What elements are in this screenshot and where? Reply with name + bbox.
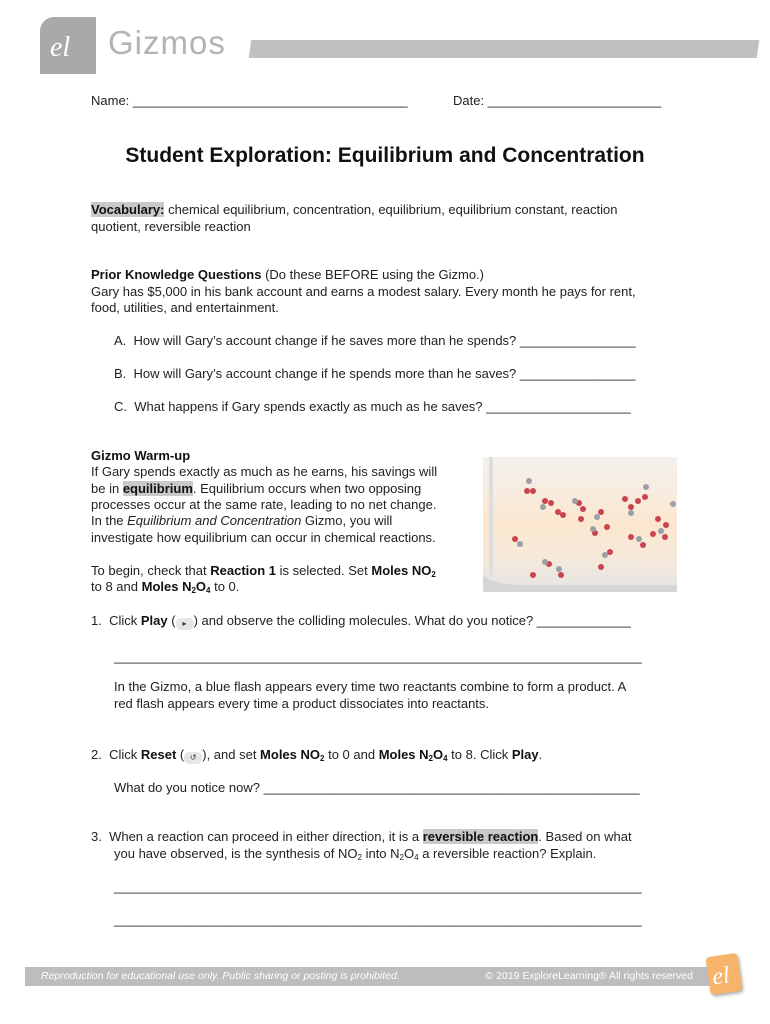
t: When a reaction can proceed in either direction, it is a	[109, 829, 423, 844]
q-text: What happens if Gary spends exactly as much as he saves? ____________________	[134, 399, 631, 414]
t: to 8 and	[91, 579, 142, 594]
t: 2	[399, 853, 404, 862]
t: Reaction 1	[210, 563, 276, 578]
svg-text:el: el	[710, 962, 732, 991]
t: Gizmo, you will	[301, 513, 393, 528]
vocab-text-2: quotient, reversible reaction	[91, 219, 251, 234]
date-field[interactable]	[453, 93, 661, 109]
question-a[interactable]	[114, 333, 636, 349]
t: 2	[428, 754, 433, 763]
warmup-text	[91, 481, 421, 497]
t: Play	[140, 613, 168, 628]
svg-text:el: el	[50, 32, 71, 63]
warmup-text	[91, 513, 392, 529]
t: In the	[91, 513, 128, 528]
explorelearning-logo	[40, 17, 96, 74]
footer-bar	[25, 967, 715, 986]
question-b[interactable]	[114, 366, 636, 382]
brand-name: Gizmos	[108, 24, 226, 61]
page-title: Student Exploration: Equilibrium and Concentration	[125, 144, 645, 167]
t: Moles NO	[371, 563, 432, 578]
t: 4	[443, 754, 448, 763]
vocab-label: Vocabulary:	[91, 202, 165, 217]
t: (	[176, 747, 185, 762]
t: Moles N	[141, 579, 192, 594]
t: Click	[109, 747, 141, 762]
t: . Equilibrium occurs when two opposing	[192, 481, 422, 496]
question-3	[91, 829, 632, 845]
t: Reset	[140, 747, 177, 762]
reversible-reaction-term: reversible reaction	[422, 829, 539, 844]
date-label: Date:	[453, 93, 485, 108]
header-bar	[249, 40, 760, 58]
warmup-text: processes occur at the same rate, leading to no net change.	[91, 497, 437, 512]
warmup-text: investigate how equilibrium can occur in chemical reactions.	[91, 530, 436, 545]
t: Moles NO	[260, 747, 321, 762]
q-letter: B.	[114, 366, 127, 381]
answer-blank[interactable]: _________________________________________________________________________	[114, 649, 642, 664]
footer-copyright: © 2019 ExploreLearning® All rights reserved	[485, 970, 693, 982]
warmup-heading	[91, 448, 190, 464]
t: to 8. Click	[447, 747, 512, 762]
t: O	[432, 747, 444, 762]
info-text-2: red flash appears every time a product dissociates into reactants.	[114, 696, 490, 711]
t: 2	[431, 570, 436, 579]
name-label: Name:	[91, 93, 130, 108]
prior-title: Prior Knowledge Questions	[91, 267, 262, 282]
q-num: 1.	[91, 613, 102, 628]
footer-notice: Reproduction for educational use only. Public sharing or posting is prohibited.	[41, 970, 400, 982]
q-num: 2.	[91, 747, 102, 762]
warmup-text: If Gary spends exactly as much as he earns, his savings will	[91, 464, 438, 479]
t: be in	[91, 481, 123, 496]
question-c[interactable]	[114, 399, 631, 415]
question-2	[91, 747, 542, 767]
footer-logo	[706, 953, 743, 995]
t: ), and set	[202, 747, 261, 762]
t: into N	[361, 846, 400, 861]
t: to 0 and	[324, 747, 379, 762]
q-text: How will Gary’s account change if he spends more than he saves? ________________	[133, 366, 636, 381]
t: 2	[357, 853, 362, 862]
q-text: How will Gary’s account change if he saves more than he spends? ________________	[133, 333, 636, 348]
question-1	[91, 613, 631, 630]
answer-blank[interactable]: _________________________________________________________________________	[114, 879, 642, 894]
prior-text-2: food, utilities, and entertainment.	[91, 300, 279, 315]
molecules-image	[483, 457, 677, 592]
q-num: 3.	[91, 829, 102, 844]
t: .	[538, 747, 543, 762]
q-letter: A.	[114, 333, 127, 348]
prior-heading	[91, 267, 484, 283]
t: is selected. Set	[276, 563, 372, 578]
prior-text: Gary has $5,000 in his bank account and earns a modest salary. Every month he pays for rent,	[91, 284, 636, 299]
t: Moles N	[378, 747, 429, 762]
t: a reversible reaction? Explain.	[418, 846, 597, 861]
t: 2	[191, 586, 196, 595]
info-text: In the Gizmo, a blue flash appears every time two reactants combine to form a product. A	[114, 679, 627, 694]
reset-icon: ↺	[184, 752, 202, 764]
question-3-line-2	[114, 846, 596, 866]
answer-blank[interactable]: What do you notice now? ____________________________________________________	[114, 780, 640, 795]
q-letter: C.	[114, 399, 127, 414]
date-blank[interactable]: ________________________	[487, 93, 662, 108]
t: to 0.	[210, 579, 240, 594]
play-icon: ▸	[176, 618, 194, 630]
t: O	[195, 579, 207, 594]
vocabulary	[91, 202, 618, 218]
beaker-illustration	[483, 457, 677, 592]
t: Play	[511, 747, 539, 762]
t: 2	[320, 754, 325, 763]
prior-note: (Do these BEFORE using the Gizmo.)	[261, 267, 484, 282]
t: 4	[206, 586, 211, 595]
t: . Based on what	[538, 829, 632, 844]
t[interactable]: ) and observe the colliding molecules. What do you notice? _____________	[193, 613, 631, 628]
t: Click	[109, 613, 141, 628]
name-blank[interactable]: ______________________________________	[132, 93, 408, 108]
equilibrium-term: equilibrium	[122, 481, 193, 496]
setup-text-2	[91, 579, 239, 599]
t: (	[167, 613, 176, 628]
warmup-title: Gizmo Warm-up	[91, 448, 191, 463]
t: To begin, check that	[91, 563, 211, 578]
answer-blank[interactable]: _________________________________________________________________________	[114, 912, 642, 927]
t: 4	[414, 853, 419, 862]
vocab-text: chemical equilibrium, concentration, equilibrium, equilibrium constant, reaction	[164, 202, 618, 217]
gizmo-name: Equilibrium and Concentration	[127, 513, 302, 528]
t: you have observed, is the synthesis of NO	[114, 846, 358, 861]
t: O	[404, 846, 415, 861]
name-field[interactable]	[91, 93, 408, 109]
